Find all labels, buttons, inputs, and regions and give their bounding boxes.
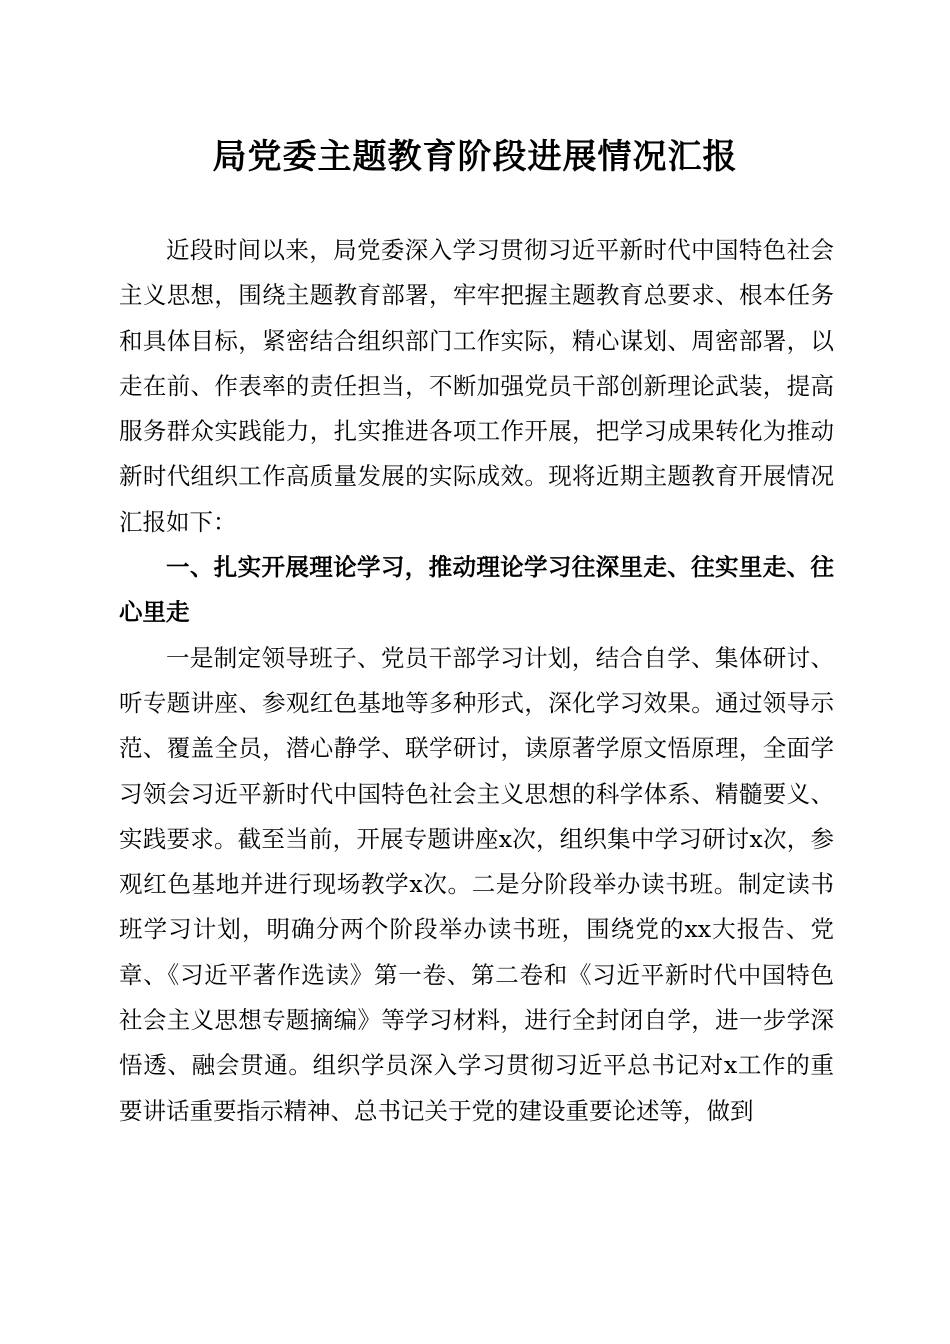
document-title: 局党委主题教育阶段进展情况汇报 xyxy=(212,137,738,177)
intro-paragraph: 近段时间以来，局党委深入学习贯彻习近平新时代中国特色社会主义思想，围绕主题教育部署，牢牢把握主题教育总要求、根本任务和具体目标，紧密结合组织部门工作实际，精心谋划、周密部署，以走在前、作表率的责任担当，不断加强党员干部创新理论武装，提高服务群众实践能力，扎实推进各项工作开展，把学习成果转化为推动新时代组织工作高质量发展的实际成效。现将近期主题教育开展情况汇报如下： xyxy=(119,236,834,536)
section-heading-1: 一、扎实开展理论学习，推动理论学习往深里走、往实里走、往心里走 xyxy=(119,553,834,627)
section-1-paragraph: 一是制定领导班子、党员干部学习计划，结合自学、集体研讨、听专题讲座、参观红色基地等多种形式，深化学习效果。通过领导示范、覆盖全员，潜心静学、联学研讨，读原著学原文悟原理，全面学习领会习近平新时代中国特色社会主义思想的科学体系、精髓要义、实践要求。截至当前，开展专题讲座x次，组织集中学习研讨x次，参观红色基地并进行现场教学x次。二是分阶段举办读书班。制定读书班学习计划，明确分两个阶段举办读书班，围绕党的xx大报告、党章、《习近平著作选读》第一卷、第二卷和《习近平新时代中国特色社会主义思想专题摘编》等学习材料，进行全封闭自学，进一步学深悟透、融会贯通。组织学员深入学习贯彻习近平总书记对x工作的重要讲话重要指示精神、总书记关于党的建设重要论述等，做到 xyxy=(119,643,834,1125)
document-body xyxy=(119,228,834,1134)
